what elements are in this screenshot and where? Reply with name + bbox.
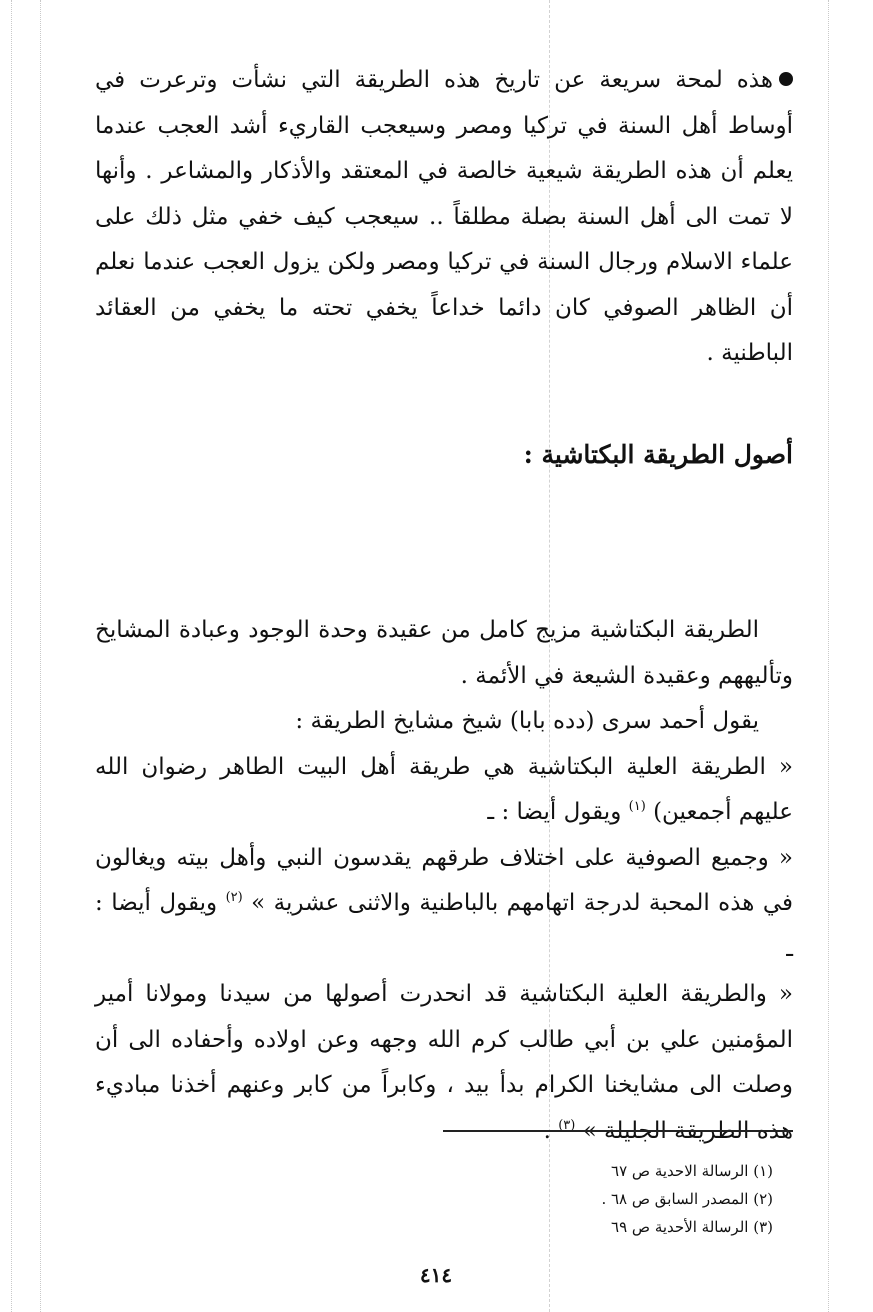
- scan-guide-line: [40, 0, 41, 1312]
- section-heading: أصول الطريقة البكتاشية :: [523, 440, 793, 469]
- quote-paragraph: [95, 836, 793, 973]
- quote-text: « الطريقة العلية البكتاشية هي طريقة أهل البيت الطاهر رضوان الله عليهم أجمعين): [95, 753, 793, 825]
- quote-text: « وجميع الصوفية على اختلاف طرقهم يقدسون النبي وأهل بيته ويغالون في هذه المحبة لدرجة اتهامهم بالباطنية والاثنى عشرية »: [95, 844, 794, 916]
- footnote-item: (٢) المصدر السابق ص ٦٨ .: [601, 1190, 773, 1208]
- page-number: ٤١٤: [419, 1263, 453, 1287]
- footnote-divider: [443, 1130, 793, 1132]
- quote-paragraph: [95, 745, 793, 836]
- footnote-item: (١) الرسالة الاحدية ص ٦٧: [611, 1162, 773, 1180]
- footnotes: [443, 1157, 773, 1241]
- footnote-marker: (١): [628, 799, 646, 814]
- quote-followup: .: [543, 1117, 551, 1144]
- quote-paragraph: [95, 972, 793, 1154]
- footnote-marker: (٢): [225, 890, 243, 905]
- quote-followup: ويقول أيضا : ـ: [95, 890, 793, 962]
- bullet-icon: [779, 72, 793, 86]
- footnote-marker: (٣): [558, 1117, 576, 1133]
- quote-text: « والطريقة العلية البكتاشية قد انحدرت أصولها من سيدنا ومولانا أمير المؤمنين علي بن أبي طالب كرم الله وجهه وعن اولاده وأحفاده الى أن وصلت الى مشايخنا الكرام بدأ بيد ، وكابراً من كابر وعنهم أخذنا مباديء هذه الطريقة الجليلة »: [95, 981, 793, 1144]
- quote-followup: ويقول أيضا : ـ: [487, 799, 622, 825]
- scan-guide-line: [828, 0, 829, 1312]
- body-paragraph: يقول أحمد سرى (دده بابا) شيخ مشايخ الطريقة :: [295, 708, 759, 734]
- scan-guide-line: [11, 0, 12, 1312]
- intro-text: هذه لمحة سريعة عن تاريخ هذه الطريقة التي نشأت وترعرت في أوساط أهل السنة في تركيا ومصر وسيعجب القاريء أشد العجب عندما يعلم أن هذه الطريقة شيعية خالصة في المعتقد والأذكار والمشاعر . وأنها لا تمت الى أهل السنة بصلة مطلقاً .. سيعجب كيف خفي مثل ذلك على علماء الاسلام ورجال السنة في تركيا ومصر ولكن يزول العجب عندما نعلم أن الظاهر الصوفي كان دائما خداعاً يخفي تحته ما يخفي من العقائد الباطنية .: [95, 67, 793, 366]
- intro-paragraph: [95, 58, 793, 377]
- body-paragraph: الطريقة البكتاشية مزيج كامل من عقيدة وحدة الوجود وعبادة المشايخ وتأليههم وعقيدة الشيعة في الأئمة .: [95, 617, 793, 689]
- body-text: [95, 608, 793, 1154]
- footnote-item: (٣) الرسالة الأحدية ص ٦٩: [611, 1218, 773, 1236]
